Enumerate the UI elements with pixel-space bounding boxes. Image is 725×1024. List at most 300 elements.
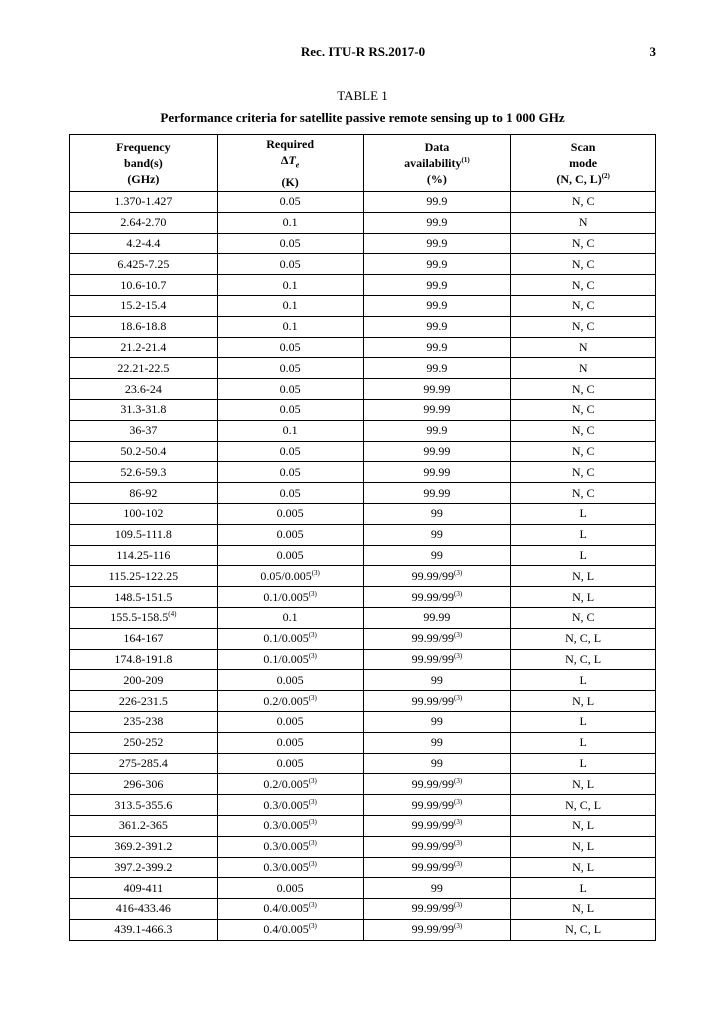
table-row <box>70 711 656 732</box>
data-availability-cell <box>363 878 511 899</box>
header-line: (K) <box>281 174 299 189</box>
table-body <box>70 192 656 941</box>
scan-mode-cell <box>511 399 656 420</box>
cell-value: 0.05 <box>279 194 301 209</box>
footnote-ref: (3) <box>453 589 463 598</box>
frequency-band-cell <box>70 462 218 483</box>
scan-mode-cell <box>511 212 656 233</box>
table-row <box>70 628 656 649</box>
header-line: Required <box>266 137 315 152</box>
scan-mode-cell <box>511 233 656 254</box>
cell-value: N, L <box>572 901 595 916</box>
frequency-band-cell <box>70 358 218 379</box>
data-availability-cell <box>363 462 511 483</box>
cell-value: 36-37 <box>129 423 158 438</box>
cell-value: N, L <box>572 693 595 708</box>
required-dt-cell <box>217 691 363 712</box>
required-dt-cell <box>217 670 363 691</box>
page-number: 3 <box>649 44 656 59</box>
data-availability-cell <box>363 295 511 316</box>
table-row <box>70 275 656 296</box>
cell-value: 99.99/99 <box>411 922 454 937</box>
cell-value: 99.9 <box>426 360 448 375</box>
cell-value: 99.99/99 <box>411 797 454 812</box>
table-row <box>70 503 656 524</box>
data-availability-cell <box>363 774 511 795</box>
footnote-ref: (3) <box>453 651 463 660</box>
data-availability-cell <box>363 899 511 920</box>
scan-mode-cell <box>511 587 656 608</box>
column-header-scan-mode <box>511 135 656 192</box>
required-dt-cell <box>217 566 363 587</box>
required-dt-cell <box>217 774 363 795</box>
required-dt-cell <box>217 233 363 254</box>
table-row <box>70 649 656 670</box>
scan-mode-cell <box>511 919 656 940</box>
scan-mode-cell <box>511 607 656 628</box>
cell-value: 99.9 <box>426 277 448 292</box>
scan-mode-cell <box>511 295 656 316</box>
table-row <box>70 857 656 878</box>
scan-mode-cell <box>511 483 656 504</box>
frequency-band-cell <box>70 774 218 795</box>
scan-mode-cell <box>511 795 656 816</box>
cell-value: N, C <box>571 194 595 209</box>
data-availability-cell <box>363 379 511 400</box>
required-dt-cell <box>217 524 363 545</box>
scan-mode-cell <box>511 711 656 732</box>
header-line: (N, C, L) <box>556 172 602 186</box>
frequency-band-cell <box>70 587 218 608</box>
cell-value: 99 <box>430 880 443 895</box>
cell-value: 99 <box>430 547 443 562</box>
cell-value: 2.64-2.70 <box>120 215 167 230</box>
cell-value: 0.3/0.005 <box>263 818 309 833</box>
column-header-frequency <box>70 135 218 192</box>
data-availability-cell <box>363 275 511 296</box>
cell-value: 0.05 <box>279 402 301 417</box>
scan-mode-cell <box>511 670 656 691</box>
table-caption: Performance criteria for satellite passive remote sensing up to 1 000 GHz <box>160 110 565 125</box>
required-dt-cell <box>217 420 363 441</box>
temperature-subscript: e <box>295 160 300 170</box>
table-row <box>70 878 656 899</box>
table-row <box>70 212 656 233</box>
performance-table <box>69 134 656 941</box>
frequency-band-cell <box>70 691 218 712</box>
scan-mode-cell <box>511 316 656 337</box>
cell-value: 0.005 <box>276 527 304 542</box>
cell-value: 99.99 <box>423 381 451 396</box>
scan-mode-cell <box>511 815 656 836</box>
data-availability-cell <box>363 628 511 649</box>
cell-value: 21.2-21.4 <box>120 339 167 354</box>
cell-value: 0.1 <box>282 423 298 438</box>
scan-mode-cell <box>511 275 656 296</box>
scan-mode-cell <box>511 899 656 920</box>
frequency-band-cell <box>70 275 218 296</box>
cell-value: 164-167 <box>123 631 164 646</box>
data-availability-cell <box>363 857 511 878</box>
cell-value: 99.99/99 <box>411 651 454 666</box>
cell-value: 0.1 <box>282 215 298 230</box>
required-dt-cell <box>217 711 363 732</box>
frequency-band-cell <box>70 670 218 691</box>
scan-mode-cell <box>511 503 656 524</box>
cell-value: 0.4/0.005 <box>263 901 309 916</box>
header-line: band(s) <box>124 156 163 170</box>
table-row <box>70 337 656 358</box>
cell-value: 0.3/0.005 <box>263 797 309 812</box>
table-row <box>70 732 656 753</box>
cell-value: 0.005 <box>276 506 304 521</box>
header-line: (%) <box>426 172 447 186</box>
data-availability-cell <box>363 483 511 504</box>
data-availability-cell <box>363 587 511 608</box>
required-dt-cell <box>217 399 363 420</box>
frequency-band-cell <box>70 878 218 899</box>
cell-value: 0.05 <box>279 256 301 271</box>
header-line: availability <box>404 156 462 170</box>
cell-value: 52.6-59.3 <box>120 464 167 479</box>
scan-mode-cell <box>511 420 656 441</box>
required-dt-cell <box>217 795 363 816</box>
cell-value: 296-306 <box>123 776 164 791</box>
table-row <box>70 774 656 795</box>
footnote-ref: (3) <box>308 693 317 702</box>
table-label: TABLE 1 <box>337 88 388 103</box>
footnote-ref: (3) <box>453 901 463 910</box>
cell-value: 155.5-158.5 <box>110 610 169 625</box>
scan-mode-cell <box>511 753 656 774</box>
frequency-band-cell <box>70 254 218 275</box>
cell-value: 10.6-10.7 <box>120 277 167 292</box>
cell-value: 99.99/99 <box>411 568 454 583</box>
cell-value: 99.9 <box>426 194 448 209</box>
temperature-symbol: T <box>288 153 296 168</box>
cell-value: 23.6-24 <box>124 381 162 396</box>
data-availability-cell <box>363 545 511 566</box>
footnote-ref: (3) <box>308 631 317 640</box>
required-dt-cell <box>217 275 363 296</box>
frequency-band-cell <box>70 420 218 441</box>
cell-value: 99.99/99 <box>411 693 454 708</box>
required-dt-cell <box>217 192 363 213</box>
data-availability-cell <box>363 691 511 712</box>
frequency-band-cell <box>70 919 218 940</box>
data-availability-cell <box>363 711 511 732</box>
footnote-ref: (3) <box>308 797 317 806</box>
cell-value: N, L <box>572 818 595 833</box>
table-row <box>70 483 656 504</box>
scan-mode-cell <box>511 774 656 795</box>
cell-value: 361.2-365 <box>118 818 168 833</box>
cell-value: 99.9 <box>426 215 448 230</box>
required-dt-cell <box>217 316 363 337</box>
required-dt-cell <box>217 753 363 774</box>
column-header-data-availability <box>363 135 511 192</box>
cell-value: 0.1 <box>282 319 298 334</box>
cell-value: 0.1 <box>282 277 298 292</box>
cell-value: 99.9 <box>426 256 448 271</box>
data-availability-cell <box>363 836 511 857</box>
table-row <box>70 254 656 275</box>
required-dt-cell <box>217 628 363 649</box>
cell-value: 99.99/99 <box>411 776 454 791</box>
cell-value: L <box>579 547 587 562</box>
cell-value: 99.99/99 <box>411 839 454 854</box>
scan-mode-cell <box>511 836 656 857</box>
cell-value: 50.2-50.4 <box>120 443 167 458</box>
table-row <box>70 358 656 379</box>
required-dt-cell <box>217 587 363 608</box>
frequency-band-cell <box>70 815 218 836</box>
cell-value: 0.3/0.005 <box>263 859 309 874</box>
header-title: Rec. ITU-R RS.2017-0 <box>300 44 426 59</box>
required-dt-cell <box>217 295 363 316</box>
cell-value: 0.05 <box>279 443 301 458</box>
cell-value: 0.1 <box>282 298 298 313</box>
table-row <box>70 295 656 316</box>
cell-value: N, C, L <box>565 797 602 812</box>
cell-value: 115.25-122.25 <box>108 568 179 583</box>
cell-value: 439.1-466.3 <box>114 922 173 937</box>
table-row <box>70 587 656 608</box>
frequency-band-cell <box>70 753 218 774</box>
cell-value: 99.99 <box>423 402 451 417</box>
scan-mode-cell <box>511 358 656 379</box>
cell-value: 0.1/0.005 <box>263 651 309 666</box>
cell-value: 397.2-399.2 <box>114 859 173 874</box>
cell-value: N, L <box>572 589 595 604</box>
footnote-ref: (3) <box>308 818 317 827</box>
cell-value: 15.2-15.4 <box>120 298 167 313</box>
cell-value: 99.9 <box>426 423 448 438</box>
frequency-band-cell <box>70 795 218 816</box>
frequency-band-cell <box>70 399 218 420</box>
cell-value: 99 <box>430 527 443 542</box>
footnote-ref: (3) <box>308 922 317 931</box>
scan-mode-cell <box>511 254 656 275</box>
cell-value: 99 <box>430 714 443 729</box>
data-availability-cell <box>363 399 511 420</box>
frequency-band-cell <box>70 524 218 545</box>
table-row <box>70 566 656 587</box>
required-dt-cell <box>217 607 363 628</box>
cell-value: L <box>579 735 587 750</box>
scan-mode-cell <box>511 732 656 753</box>
cell-value: 99.99/99 <box>411 818 454 833</box>
cell-value: 0.1/0.005 <box>263 589 309 604</box>
cell-value: 99.9 <box>426 298 448 313</box>
cell-value: N, C, L <box>565 651 602 666</box>
cell-value: 6.425-7.25 <box>117 256 170 271</box>
footnote-ref: (3) <box>308 839 317 848</box>
cell-value: 313.5-355.6 <box>114 797 173 812</box>
cell-value: 0.05 <box>279 464 301 479</box>
cell-value: 99.99/99 <box>411 859 454 874</box>
frequency-band-cell <box>70 545 218 566</box>
cell-value: 99 <box>430 735 443 750</box>
required-dt-cell <box>217 545 363 566</box>
data-availability-cell <box>363 316 511 337</box>
data-availability-cell <box>363 815 511 836</box>
cell-value: 0.005 <box>276 547 304 562</box>
scan-mode-cell <box>511 649 656 670</box>
footnote-ref: (3) <box>453 859 463 868</box>
cell-value: 99.9 <box>426 339 448 354</box>
cell-value: N, L <box>572 839 595 854</box>
footnote-ref: (3) <box>453 922 463 931</box>
footnote-ref: (3) <box>453 839 463 848</box>
cell-value: 0.3/0.005 <box>263 839 309 854</box>
table-row <box>70 233 656 254</box>
table-row <box>70 607 656 628</box>
cell-value: 226-231.5 <box>118 693 168 708</box>
required-dt-cell <box>217 857 363 878</box>
header-line: Frequency <box>116 140 171 154</box>
cell-value: N, C, L <box>565 631 602 646</box>
cell-value: 0.005 <box>276 672 304 687</box>
data-availability-cell <box>363 503 511 524</box>
data-availability-cell <box>363 566 511 587</box>
frequency-band-cell <box>70 857 218 878</box>
footnote-ref: (3) <box>308 651 317 660</box>
scan-mode-cell <box>511 878 656 899</box>
scan-mode-cell <box>511 379 656 400</box>
cell-value: L <box>579 880 587 895</box>
cell-value: 99.99 <box>423 610 451 625</box>
cell-value: 174.8-191.8 <box>114 651 173 666</box>
cell-value: N, C <box>571 443 595 458</box>
cell-value: 0.005 <box>276 880 304 895</box>
table-row <box>70 753 656 774</box>
frequency-band-cell <box>70 649 218 670</box>
required-dt-cell <box>217 441 363 462</box>
scan-mode-cell <box>511 462 656 483</box>
footnote-ref: (1) <box>461 156 470 164</box>
cell-value: 99 <box>430 506 443 521</box>
table-row <box>70 815 656 836</box>
required-dt-cell <box>217 337 363 358</box>
data-availability-cell <box>363 607 511 628</box>
header-line: (GHz) <box>127 172 160 186</box>
table-row <box>70 379 656 400</box>
cell-value: 0.1/0.005 <box>263 631 309 646</box>
cell-value: N, C <box>571 485 595 500</box>
cell-value: N, C <box>571 298 595 313</box>
footnote-ref: (3) <box>453 776 463 785</box>
footnote-ref: (3) <box>311 568 320 577</box>
cell-value: 235-238 <box>123 714 164 729</box>
table-row <box>70 524 656 545</box>
cell-value: 200-209 <box>123 672 164 687</box>
cell-value: 369.2-391.2 <box>114 839 173 854</box>
required-dt-cell <box>217 462 363 483</box>
cell-value: 0.1 <box>282 610 298 625</box>
scan-mode-cell <box>511 337 656 358</box>
cell-value: 0.05 <box>279 235 301 250</box>
required-dt-cell <box>217 254 363 275</box>
footnote-ref: (4) <box>168 610 177 619</box>
data-availability-cell <box>363 441 511 462</box>
required-dt-cell <box>217 503 363 524</box>
frequency-band-cell <box>70 379 218 400</box>
cell-value: 0.05 <box>279 339 301 354</box>
data-availability-cell <box>363 524 511 545</box>
cell-value: 0.05 <box>279 485 301 500</box>
cell-value: 0.2/0.005 <box>263 693 309 708</box>
header-line: Data <box>424 140 450 154</box>
data-availability-cell <box>363 192 511 213</box>
data-availability-cell <box>363 358 511 379</box>
cell-value: 0.05 <box>279 381 301 396</box>
required-dt-cell <box>217 899 363 920</box>
frequency-band-cell <box>70 836 218 857</box>
cell-value: N, L <box>572 776 595 791</box>
cell-value: 275-285.4 <box>118 755 168 770</box>
cell-value: 416-433.46 <box>115 901 171 916</box>
footnote-ref: (2) <box>601 172 610 180</box>
frequency-band-cell <box>70 503 218 524</box>
cell-value: N, L <box>572 859 595 874</box>
cell-value: N, C <box>571 319 595 334</box>
cell-value: L <box>579 527 587 542</box>
footnote-ref: (3) <box>308 776 317 785</box>
frequency-band-cell <box>70 732 218 753</box>
scan-mode-cell <box>511 524 656 545</box>
cell-value: 1.370-1.427 <box>114 194 173 209</box>
cell-value: N, C <box>571 381 595 396</box>
frequency-band-cell <box>70 337 218 358</box>
cell-value: 99.99/99 <box>411 631 454 646</box>
data-availability-cell <box>363 254 511 275</box>
footnote-ref: (3) <box>308 589 317 598</box>
cell-value: 0.4/0.005 <box>263 922 309 937</box>
data-availability-cell <box>363 670 511 691</box>
frequency-band-cell <box>70 483 218 504</box>
cell-value: L <box>579 506 587 521</box>
data-availability-cell <box>363 233 511 254</box>
data-availability-cell <box>363 732 511 753</box>
header-line: mode <box>569 156 598 170</box>
cell-value: 22.21-22.5 <box>117 360 170 375</box>
cell-value: 0.005 <box>276 735 304 750</box>
cell-value: 409-411 <box>123 880 164 895</box>
cell-value: N, C, L <box>565 922 602 937</box>
cell-value: N, C <box>571 235 595 250</box>
table-row <box>70 462 656 483</box>
scan-mode-cell <box>511 441 656 462</box>
cell-value: L <box>579 755 587 770</box>
table-row <box>70 919 656 940</box>
cell-value: 0.2/0.005 <box>263 776 309 791</box>
frequency-band-cell <box>70 628 218 649</box>
table-row <box>70 545 656 566</box>
cell-value: N <box>578 215 588 230</box>
table-row <box>70 441 656 462</box>
cell-value: 18.6-18.8 <box>120 319 167 334</box>
frequency-band-cell <box>70 212 218 233</box>
cell-value: N, C <box>571 423 595 438</box>
table-row <box>70 316 656 337</box>
table-header-row <box>70 135 656 192</box>
cell-value: 99.99/99 <box>411 589 454 604</box>
required-dt-cell <box>217 649 363 670</box>
data-availability-cell <box>363 795 511 816</box>
required-dt-cell <box>217 815 363 836</box>
page-header <box>70 44 656 62</box>
